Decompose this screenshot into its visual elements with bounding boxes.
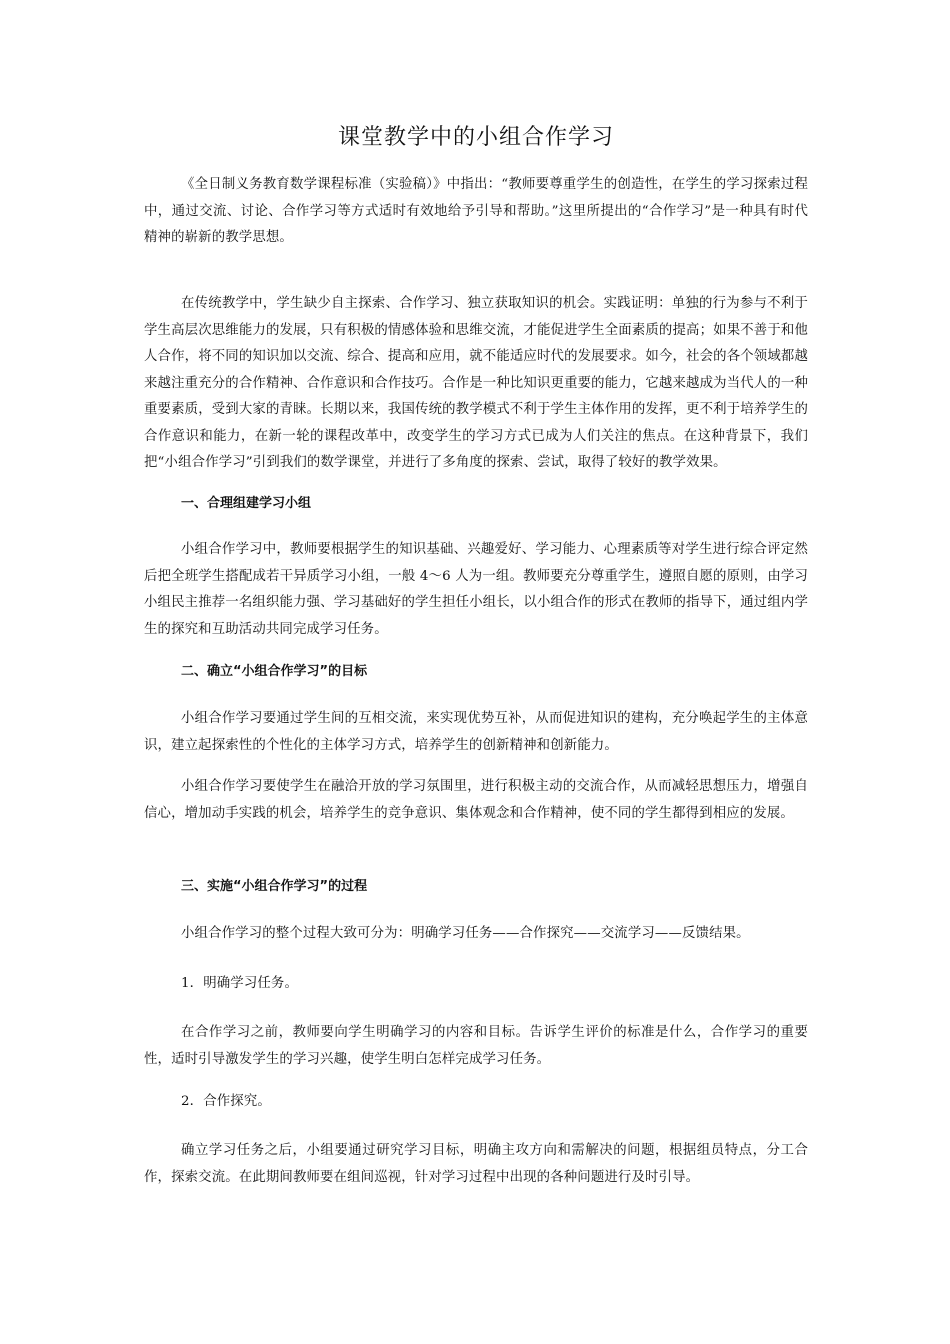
- section-heading-1: 一、合理组建学习小组: [181, 496, 312, 511]
- section-heading-3: 三、实施“小组合作学习”的过程: [181, 879, 368, 894]
- background-paragraph: 在传统教学中，学生缺少自主探索、合作学习、独立获取知识的机会。实践证明：单独的行为参与不利于学生高层次思维能力的发展，只有积极的情感体验和思维交流，才能促进学生全面素质的提高；如果不善于和他人合作，将不同的知识加以交流、综合、提高和应用，就不能适应时代的发展要求。如今，社会的各个领域都越来越注重充分的合作精神、合作意识和合作技巧。合作是一种比知识更重要的能力，它越来越成为当代人的一种重要素质，受到大家的青睐。长期以来，我国传统的教学模式不利于学生主体作用的发挥，更不利于培养学生的合作意识和能力，在新一轮的课程改革中，改变学生的学习方式已成为人们关注的焦点。在这种背景下，我们把“小组合作学习”引到我们的数学课堂，并进行了多角度的探索、尝试，取得了较好的教学效果。: [144, 296, 808, 470]
- section-heading-2: 二、确立“小组合作学习”的目标: [181, 664, 368, 679]
- intro-paragraph: 《全日制义务教育数学课程标准（实验稿）》中指出：“教师要尊重学生的创造性，在学生的学习探索过程中，通过交流、讨论、合作学习等方式适时有效地给予引导和帮助。”这里所提出的“合作学习”是一种具有时代精神的崭新的教学思想。: [144, 177, 808, 245]
- step-2-label: 2．合作探究。: [181, 1094, 271, 1109]
- section-2-paragraph-1: 小组合作学习要通过学生间的互相交流，来实现优势互补，从而促进知识的建构，充分唤起学生的主体意识，建立起探索性的个性化的主体学习方式，培养学生的创新精神和创新能力。: [144, 711, 808, 753]
- step-2-paragraph: 确立学习任务之后，小组要通过研究学习目标，明确主攻方向和需解决的问题，根据组员特点，分工合作，探索交流。在此期间教师要在组间巡视，针对学习过程中出现的各种问题进行及时引导。: [144, 1143, 808, 1185]
- section-2-paragraph-2: 小组合作学习要使学生在融洽开放的学习氛围里，进行积极主动的交流合作，从而减轻思想压力，增强自信心，增加动手实践的机会，培养学生的竞争意识、集体观念和合作精神，使不同的学生都得到相应的发展。: [144, 779, 808, 821]
- step-1-label: 1．明确学习任务。: [181, 976, 298, 991]
- step-1-paragraph: 在合作学习之前，教师要向学生明确学习的内容和目标。告诉学生评价的标准是什么，合作学习的重要性，适时引导激发学生的学习兴趣，使学生明白怎样完成学习任务。: [144, 1025, 808, 1067]
- document-title: 课堂教学中的小组合作学习: [337, 125, 614, 150]
- section-1-paragraph: 小组合作学习中，教师要根据学生的知识基础、兴趣爱好、学习能力、心理素质等对学生进行综合评定然后把全班学生搭配成若干异质学习小组，一般 4～6 人为一组。教师要充分尊重学生，遵照自愿的原则，由学习小组民主推荐一名组织能力强、学习基础好的学生担任小组长，以小组合作的形式在教师的指导下，通过组内学生的探究和互助活动共同完成学习任务。: [144, 542, 808, 637]
- process-overview-paragraph: 小组合作学习的整个过程大致可分为：明确学习任务——合作探究——交流学习——反馈结果。: [181, 926, 750, 941]
